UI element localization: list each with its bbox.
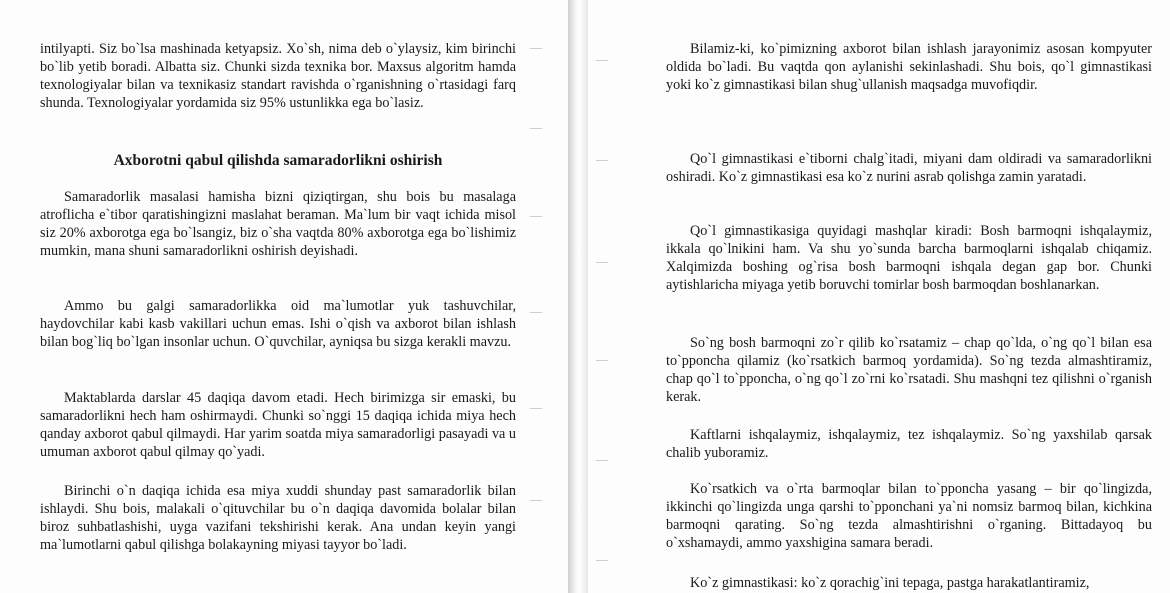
margin-mark (530, 312, 542, 313)
paragraph-2: Ammo bu galgi samaradorlikka oid ma`lumotlar yuk tashuvchilar, haydovchilar kabi kasb vakillari uchun emas. Ishi o`qish va axborot bilan ishlash bilan bog`liq bo`lgan insonlar uchun. O`quvchilar, ayniqsa bu sizga kerakli mavzu. (40, 298, 516, 350)
section-heading: Axborotni qabul qilishda samaradorlikni oshirish (113, 152, 443, 169)
paragraph-5: Kaftlarni ishqalaymiz, ishqalaymiz, tez ishqalaymiz. So`ng yaxshilab qarsak chalib yuboramiz. (666, 427, 1152, 461)
margin-mark (596, 160, 608, 161)
left-page (0, 0, 570, 593)
intro-paragraph: intilyapti. Siz bo`lsa mashinada ketyapsiz. Xo`sh, nima deb o`ylaysiz, kim birinchi bo`lib yetib boradi. Albatta siz. Chunki sizda texnika bor. Maxsus algoritm hamda texnologiyalar bilan va texnikasiz standart ravishda o`rganishning o`rtasidagi farq shunda. Texnologiyalar yordamida siz 95% ustunlikka ega bo`lasiz. (40, 41, 516, 111)
paragraph-2: Qo`l gimnastikasi e`tiborni chalg`itadi, miyani dam oldiradi va samaradorlikni oshiradi. Ko`z gimnastikasi esa ko`z nurini asrab qolishga zamin yaratadi. (666, 151, 1152, 185)
paragraph-7: Ko`z gimnastikasi: ko`z qorachig`ini tepaga, pastga harakatlantiramiz, (690, 575, 1090, 591)
right-page (588, 0, 1170, 593)
margin-mark (530, 48, 542, 49)
margin-mark (596, 262, 608, 263)
margin-mark (530, 408, 542, 409)
margin-mark (530, 216, 542, 217)
margin-mark (530, 128, 542, 129)
margin-mark (530, 500, 542, 501)
margin-mark (596, 60, 608, 61)
paragraph-4: So`ng bosh barmoqni zo`r qilib ko`rsatamiz – chap qo`lda, o`ng qo`l bilan esa to`pponcha qilamiz (ko`rsatkich barmoq yordamida). So`ng tezda almashtiramiz, chap qo`l to`pponcha, o`ng qo`l zo`rni ko`rsatadi. Shu mashqni tez qilishni o`rganish kerak. (666, 335, 1152, 405)
margin-mark (596, 360, 608, 361)
paragraph-4: Birinchi o`n daqiqa ichida esa miya xuddi shunday past samaradorlik bilan ishlaydi. Shu bois, malakali o`qituvchilar bu o`n daqiqa davomida bolalar bilan biroz suhbatlashishi, uyga vazifani tekshirishi kerak. Ana undan keyin yangi ma`lumotlarni qabul qilishga bolakayning miyasi tayyor bo`ladi. (40, 483, 516, 553)
paragraph-3: Qo`l gimnastikasiga quyidagi mashqlar kiradi: Bosh barmoqni ishqalaymiz, ikkala qo`lnikini ham. Va shu yo`sunda barcha barmoqlarni ishqalab chiqamiz. Xalqimizda boshing og`risa bosh barmoqni ishqala degan gap bor. Chunki aytishlaricha miyaga yetib boruvchi tomirlar bosh barmoqdan boshlanarkan. (666, 223, 1152, 293)
margin-mark (596, 460, 608, 461)
paragraph-6: Ko`rsatkich va o`rta barmoqlar bilan to`pponcha yasang – bir qo`lingizda, ikkinchi qo`lingizda unga qarshi to`pponchani ya`ni nomsiz barmoq bilan, kichkina barmoqni qarating. So`ng tezda almashtirishni o`rganing. Bittadayoq bu o`xshamaydi, ammo yaxshigina samara beradi. (666, 481, 1152, 551)
paragraph-1: Samaradorlik masalasi hamisha bizni qiziqtirgan, shu bois bu masalaga atroflicha e`tibor qaratishingizni maslahat beraman. Ma`lum bir vaqt ichida misol siz 20% axborotga ega bo`lsangiz, biz o`sha vaqtda 80% axborotga ega bo`lishimiz mumkin, mana shuni samaradorlikni oshirish deyishadi. (40, 189, 516, 259)
book-gutter (568, 0, 588, 593)
margin-mark (596, 560, 608, 561)
paragraph-3: Maktablarda darslar 45 daqiqa davom etadi. Hech birimizga sir emaski, bu samaradorlikni hech ham oshirmaydi. Chunki so`nggi 15 daqiqa ichida miya hech qanday axborot qabul qilmaydi. Har yarim soatda miya samaradorligi pasayadi va u umuman axborot qabul qilmay qo`yadi. (40, 390, 516, 460)
paragraph-1: Bilamiz-ki, ko`pimizning axborot bilan ishlash jarayonimiz asosan kompyuter oldida bo`ladi. Bu vaqtda qon aylanishi sekinlashadi. Shu bois, qo`l gimnastikasi yoki ko`z gimnastikasi bilan shug`ullanish maqsadga muvofiqdir. (666, 41, 1152, 93)
bleed-through-text (180, 132, 194, 148)
